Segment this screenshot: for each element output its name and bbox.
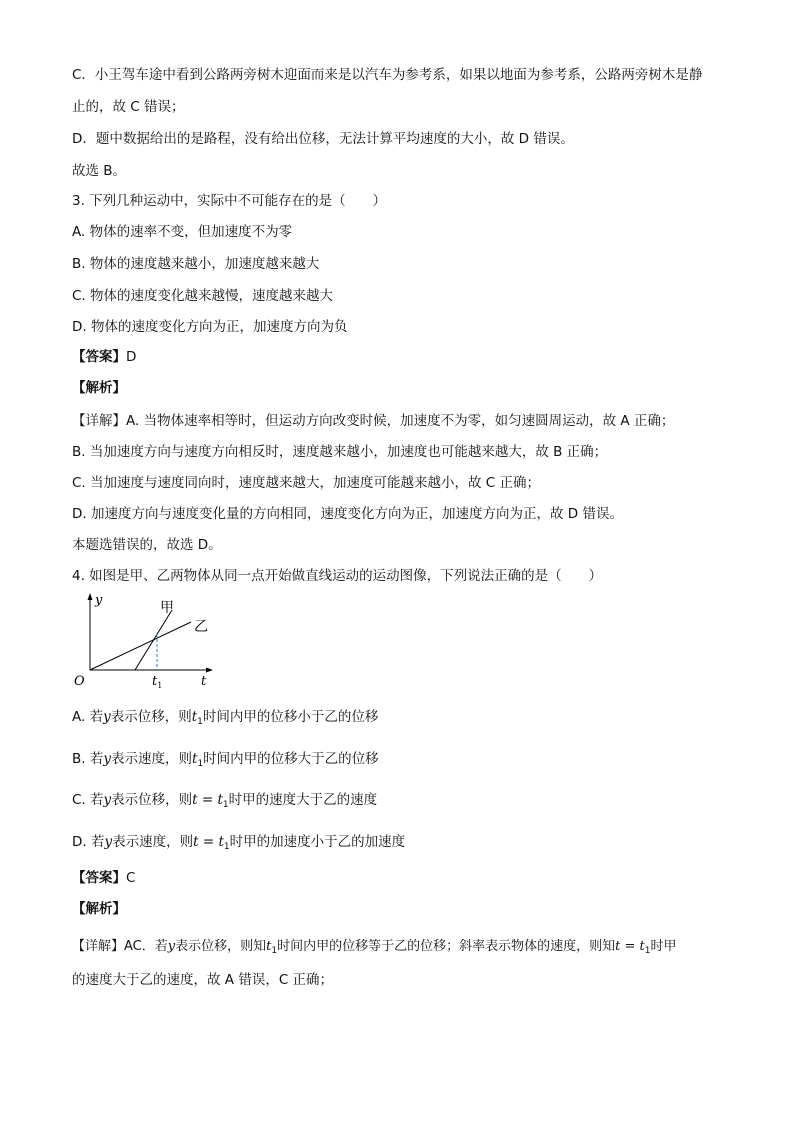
subscript: 1 [197,759,204,769]
text: 时甲的速度大于乙的速度 [228,792,378,808]
line-option-d-explanation: D．题中数据给出的是路程，没有给出位移，无法计算平均速度的大小，故 D 错误。 [72,131,574,147]
t1-label [152,674,162,690]
text: A. 若 [72,709,104,725]
answer-value: D [126,349,137,365]
q4-stem: 4. 如图是甲、乙两物体从同一点开始做直线运动的运动图像，下列说法正确的是（ ） [72,568,603,584]
q3-conclusion: 本题选错误的，故选 D。 [72,537,222,553]
line-option-c-explanation: C．小王驾车途中看到公路两旁树木迎面而来是以汽车为参考系，如果以地面为参考系，公路两旁树木是静 [72,67,703,83]
var-t: t [191,709,198,725]
text: 时间内甲的位移小于乙的位移 [202,709,379,725]
x-axis-label: t [201,674,207,689]
subscript: 1 [223,842,230,852]
text: 表示速度，则 [111,751,192,767]
q3-detail-d: D. 加速度方向与速度变化量的方向相同，速度变化方向为正，加速度方向为正，故 D 错误。 [72,506,623,522]
q3-option-a: A. 物体的速率不变，但加速度不为零 [72,224,293,240]
line-jia-label: 甲 [160,600,174,616]
subscript: 1 [197,717,203,727]
text: 时间内甲的位移大于乙的位移 [203,751,379,767]
var-y: y [103,709,111,725]
q3-option-c: C. 物体的速度变化越来越慢，速度越来越大 [72,288,334,304]
q4-option-c [72,791,377,814]
line-jia [135,610,172,670]
origin-label: O [74,674,85,689]
equation: t = t [615,939,645,954]
text: 表示位移，则知 [175,939,267,954]
q3-stem: 3. 下列几种运动中，实际中不可能存在的是（ ） [72,193,387,209]
q3-detail-a: 【详解】A. 当物体速率相等时，但运动方向改变时候，加速度不为零，如匀速圆周运动，故 A 正确； [72,413,675,429]
subscript: 1 [271,946,278,956]
q4-analysis-tag: 【解析】 [72,901,126,917]
q4-option-b [72,750,379,773]
q4-answer [72,869,135,887]
q3-detail-b: B. 当加速度方向与速度方向相反时，速度越来越小，加速度也可能越来越大，故 B 正确； [72,444,608,460]
text: 【详解】AC．若 [72,939,168,954]
q3-option-b: B. 物体的速度越来越小，加速度越来越大 [72,256,320,272]
var-y: y [103,751,111,767]
text: C. 若 [72,792,104,808]
answer-tag: 【答案】 [72,349,126,365]
q4-detail-line2: 的速度大于乙的速度，故 A 错误，C 正确； [72,972,334,988]
t1-label-main: t [152,674,158,689]
var-y: y [103,792,112,808]
answer-tag: 【答案】 [72,870,126,886]
text: 表示位移，则 [111,792,193,808]
q3-analysis-tag: 【解析】 [72,380,126,396]
var-y: y [167,939,176,954]
q4-option-a [72,708,378,731]
text: 时间内甲的位移等于乙的位移；斜率表示物体的速度，则知 [277,939,616,954]
text: D. 若 [72,834,105,850]
line-yi-label: 乙 [194,619,208,635]
y-axis-arrow [88,593,93,600]
q4-motion-graph [72,590,222,690]
text: 表示速度，则 [112,834,194,850]
subscript: 1 [644,946,651,956]
y-axis-label: y [95,593,103,608]
text: 时甲 [650,939,677,954]
x-axis-arrow [206,668,213,673]
text: B. 若 [72,751,104,767]
t1-label-sub: 1 [157,681,163,690]
answer-value: C [126,870,136,886]
var-y: y [104,834,113,850]
line-option-c-explanation-cont: 止的，故 C 错误； [72,99,185,115]
q3-option-d: D. 物体的速度变化方向为正，加速度方向为负 [72,319,348,335]
line-yi [90,622,191,670]
text: 表示位移，则 [110,709,192,725]
var-t: t [266,939,272,954]
q4-detail-line1 [72,938,676,960]
equation: t = t [192,792,223,808]
equation: t = t [193,834,224,850]
q4-option-d [72,833,405,856]
line-conclusion: 故选 B。 [72,163,127,179]
text: 时甲的加速度小于乙的加速度 [229,834,406,850]
q3-answer [72,348,136,366]
q3-detail-c: C. 当加速度与速度同向时，速度越来越大，加速度可能越来越小，故 C 正确； [72,475,541,491]
var-t: t [192,751,198,767]
subscript: 1 [222,800,229,810]
